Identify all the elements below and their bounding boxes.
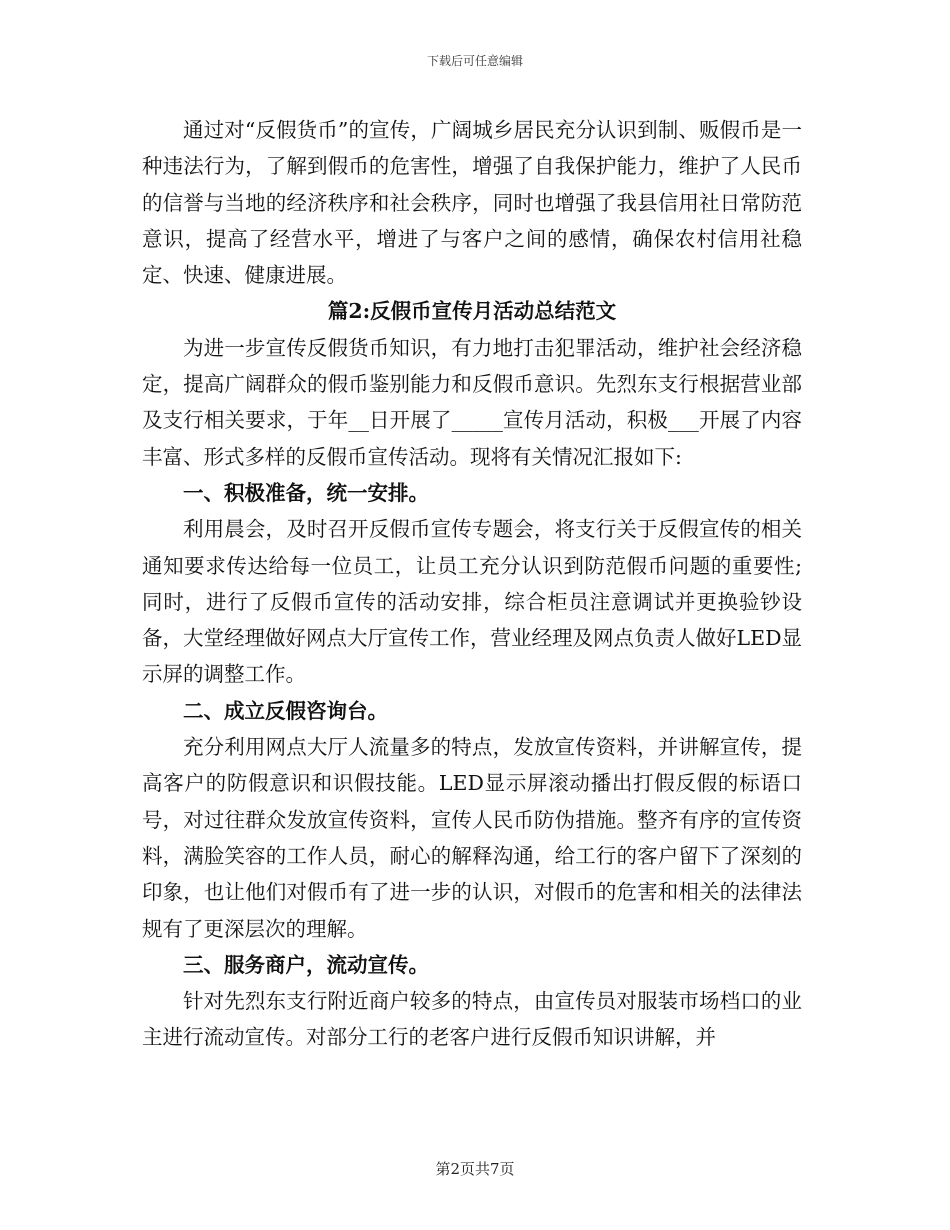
section-heading: 一、积极准备，统一安排。	[183, 480, 429, 505]
article-title: 篇2:反假币宣传月活动总结范文	[327, 299, 617, 324]
section-heading: 二、成立反假咨询台。	[183, 698, 388, 723]
section-paragraph: 针对先烈东支行附近商户较多的特点，由宣传员对服装市场档口的业主进行流动宣传。对部分工行的老客户进行反假币知识讲解，并	[142, 989, 802, 1050]
document-body	[142, 112, 802, 1056]
intro-paragraph: 通过对“反假货币”的宣传，广阔城乡居民充分认识到制、贩假币是一种违法行为，了解到假币的危害性，增强了自我保护能力，维护了人民币的信誉与当地的经济秩序和社会秩序，同时也增强了我县信用社日常防范意识，提高了经营水平，增进了与客户之间的感情，确保农村信用社稳定、快速、健康进展。	[142, 118, 802, 288]
page-header: 下载后可任意编辑	[426, 54, 523, 68]
page-number: 第2页共7页	[435, 1160, 515, 1178]
section-paragraph: 充分利用网点大厅人流量多的特点，发放宣传资料，并讲解宣传，提高客户的防假意识和识假技能。LED显示屏滚动播出打假反假的标语口号，对过往群众发放宣传资料，宣传人民币防伪措施。整齐有序的宣传资料，满脸笑容的工作人员，耐心的解释沟通，给工行的客户留下了深刻的印象，也让他们对假币有了进一步的认识，对假币的危害和相关的法律法规有了更深层次的理解。	[142, 735, 802, 941]
article-intro-paragraph: 为进一步宣传反假货币知识，有力地打击犯罪活动，维护社会经济稳定，提高广阔群众的假币鉴别能力和反假币意识。先烈东支行根据营业部及支行相关要求，于年__日开展了_____宣传月活动，积极___开展了内容丰富、形式多样的反假币宣传活动。现将有关情况汇报如下:	[142, 335, 802, 469]
section-heading: 三、服务商户，流动宣传。	[183, 952, 429, 977]
section-paragraph: 利用晨会，及时召开反假币宣传专题会，将支行关于反假宣传的相关通知要求传达给每一位员工，让员工充分认识到防范假币问题的重要性;同时，进行了反假币宣传的活动安排，综合柜员注意调试并更换验钞设备，大堂经理做好网点大厅宣传工作，营业经理及网点负责人做好LED显示屏的调整工作。	[142, 517, 803, 687]
